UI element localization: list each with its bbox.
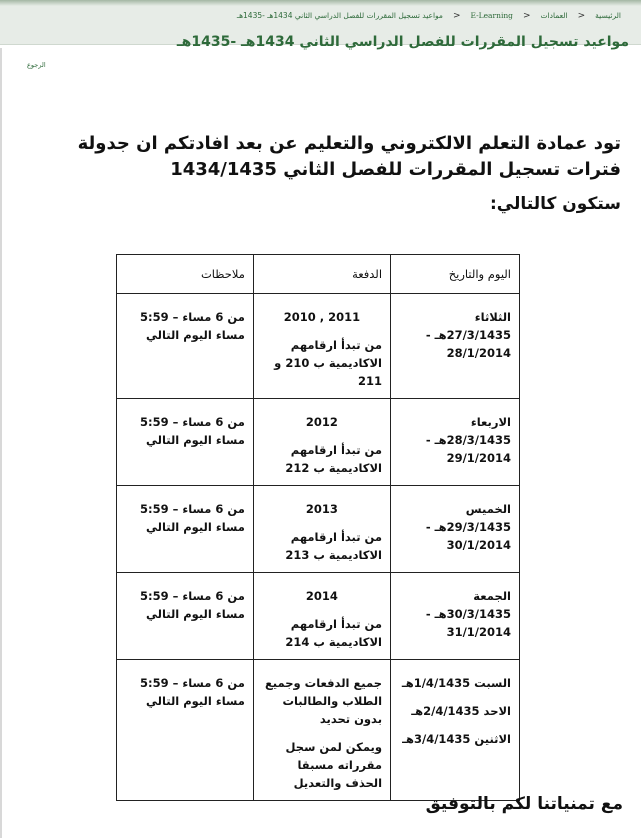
- batch-description: من تبدأ ارقامهم الاكاديمية ب 212: [285, 443, 383, 475]
- breadcrumb-home[interactable]: الرئيسية: [595, 11, 621, 20]
- batch-description: من تبدأ ارقامهم الاكاديمية ب 210 و 211: [274, 338, 383, 388]
- top-banner-shadow: [0, 0, 641, 6]
- table-row: [117, 399, 520, 486]
- cell-batch: [253, 573, 390, 660]
- cell-batch: [253, 294, 390, 399]
- cell-batch: [253, 486, 390, 573]
- day-line: الاثنين 3/4/1435هـ: [402, 732, 511, 746]
- cell-notes: من 6 مساء – 5:59 مساء اليوم التالي: [117, 399, 254, 486]
- cell-notes: من 6 مساء – 5:59 مساء اليوم التالي: [117, 294, 254, 399]
- chevron-left-icon: <: [452, 11, 461, 21]
- cell-day-date: الخميس 29/3/1435هـ - 30/1/2014: [391, 486, 520, 573]
- table-header-row: [117, 255, 520, 294]
- breadcrumb-deanships[interactable]: العمادات: [540, 11, 568, 20]
- batch-year: 2012: [305, 415, 338, 429]
- cell-day-date: الاربعاء 28/3/1435هـ - 29/1/2014: [391, 399, 520, 486]
- table-row: [117, 486, 520, 573]
- cell-batch: [253, 399, 390, 486]
- header-batch: الدفعة: [253, 255, 390, 294]
- cell-day-date: الثلاثاء 27/3/1435هـ - 28/1/2014: [391, 294, 520, 399]
- breadcrumb-current: مواعيد تسجيل المقررات للفصل الدراسي الثاني 1434هـ -1435هـ: [236, 11, 443, 20]
- batch-year: 2013: [305, 502, 338, 516]
- cell-batch: [253, 660, 390, 801]
- day-line: السبت 1/4/1435هـ: [401, 676, 511, 690]
- batch-description: من تبدأ ارقامهم الاكاديمية ب 214: [285, 617, 383, 649]
- intro-subtext: ستكون كالتالي:: [490, 194, 621, 214]
- chevron-left-icon: <: [577, 11, 586, 21]
- header-notes: ملاحظات: [117, 255, 254, 294]
- breadcrumb-elearning[interactable]: E-Learning: [470, 11, 513, 20]
- table-row: [117, 294, 520, 399]
- table-row: [117, 573, 520, 660]
- back-link[interactable]: الرجوع: [27, 61, 46, 69]
- batch-description: من تبدأ ارقامهم الاكاديمية ب 213: [285, 530, 383, 562]
- schedule-table: [116, 254, 520, 801]
- table-row: [117, 660, 520, 801]
- header-day-date: اليوم والتاريخ: [391, 255, 520, 294]
- intro-text: تود عمادة التعلم الالكتروني والتعليم عن بعد افادتكم ان جدولة فترات تسجيل المقررات للفصل الثاني 1434/1435: [77, 133, 621, 180]
- cell-day-date: الجمعة 30/3/1435هـ - 31/1/2014: [391, 573, 520, 660]
- cell-notes: من 6 مساء – 5:59 مساء اليوم التالي: [117, 660, 254, 801]
- chevron-left-icon: <: [522, 11, 531, 21]
- batch-description: ويمكن لمن سجل مقرراته مسبقا الحذف والتعديل: [285, 740, 383, 790]
- breadcrumb: [237, 11, 621, 21]
- day-line: الاحد 2/4/1435هـ: [411, 704, 511, 718]
- cell-notes: من 6 مساء – 5:59 مساء اليوم التالي: [117, 486, 254, 573]
- batch-year: 2014: [305, 589, 338, 603]
- batch-description: جميع الدفعات وجميع الطلاب والطالبات بدون تحديد: [264, 676, 383, 726]
- left-border: [0, 48, 2, 838]
- closing-text: مع تمنياتنا لكم بالتوفيق: [425, 794, 623, 814]
- batch-year: 2011 , 2010: [283, 310, 361, 324]
- cell-notes: من 6 مساء – 5:59 مساء اليوم التالي: [117, 573, 254, 660]
- cell-day-date: [391, 660, 520, 801]
- page-title: مواعيد تسجيل المقررات للفصل الدراسي الثاني 1434هـ -1435هـ: [176, 34, 629, 50]
